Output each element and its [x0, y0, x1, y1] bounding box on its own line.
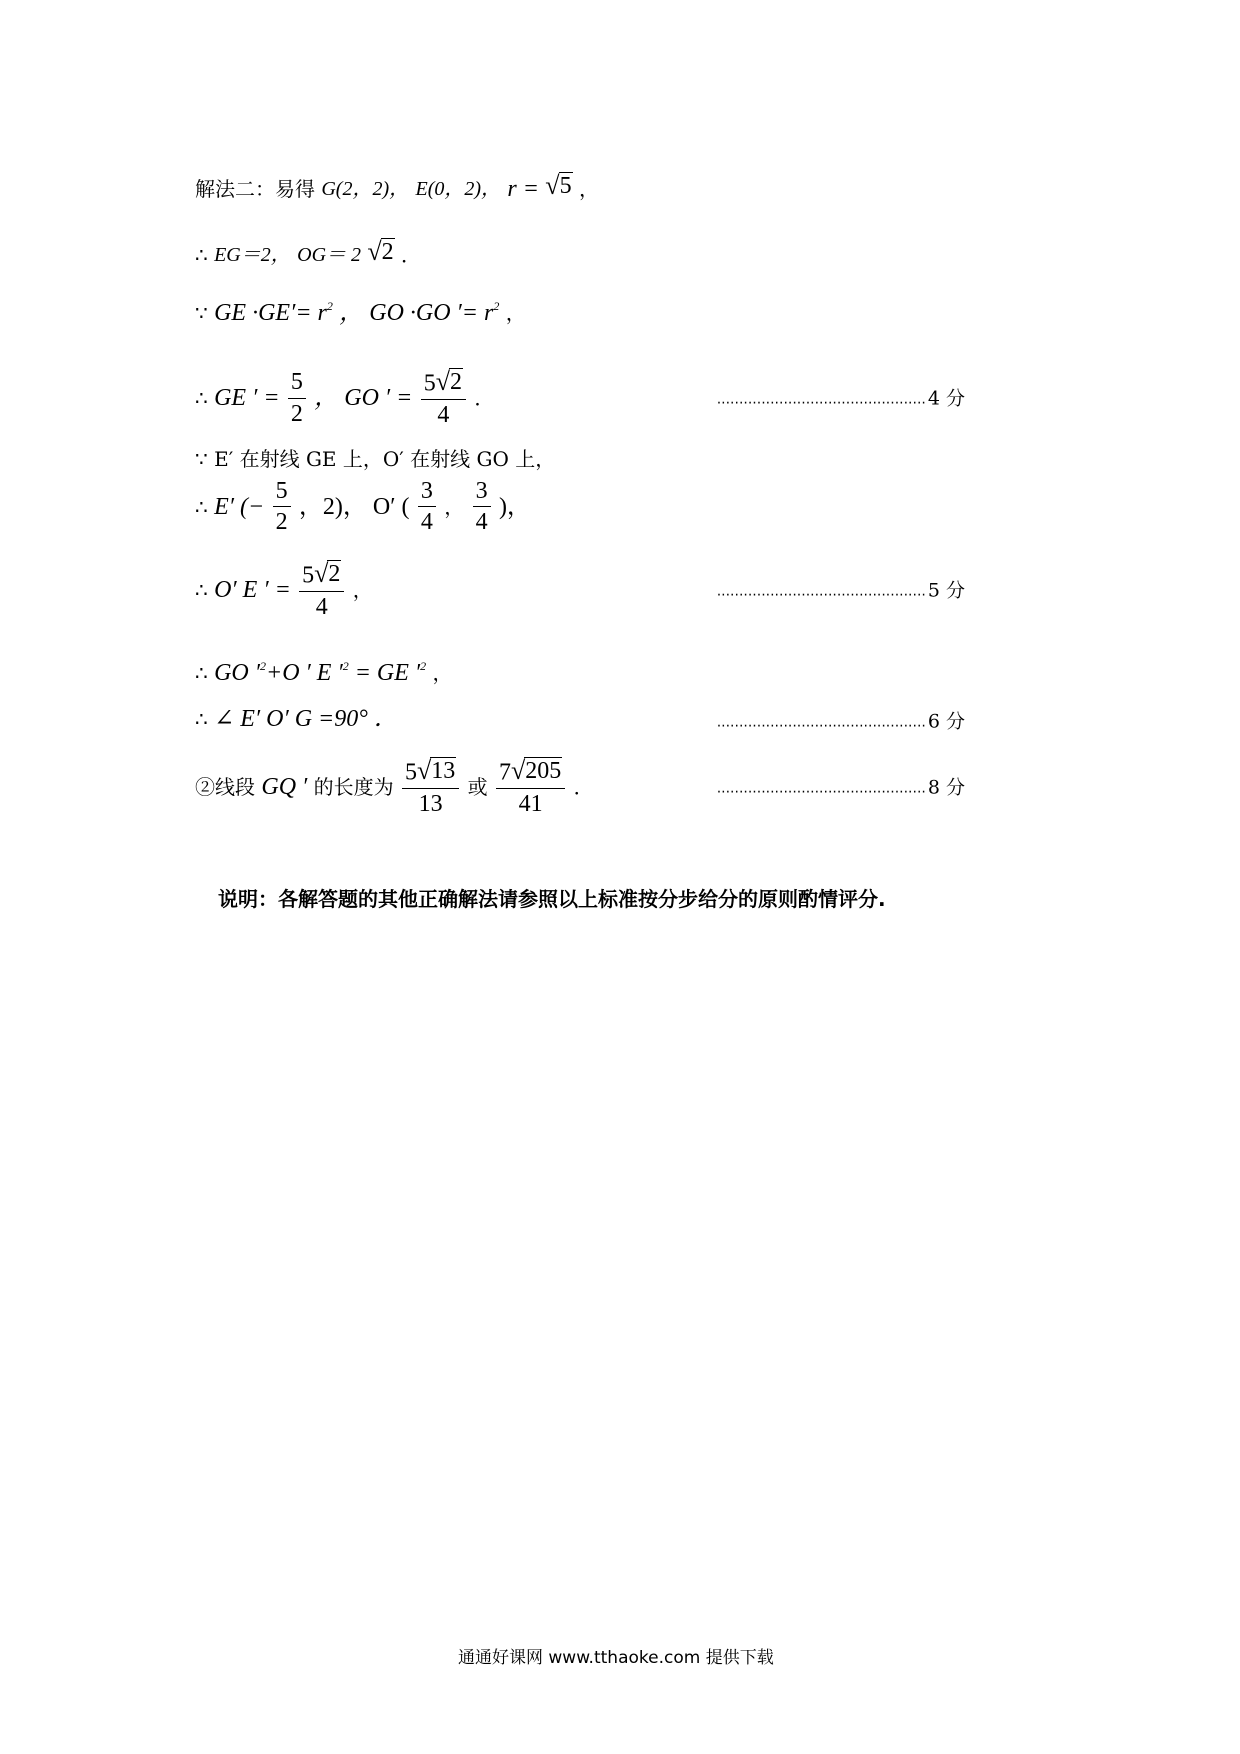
fraction-5root13-over-13: 5 √ 13 13	[402, 757, 459, 817]
ray-statement: E′ 在射线 GE 上，O′ 在射线 GO 上，	[214, 446, 556, 471]
r-equation: r =	[507, 175, 539, 202]
power-of-point-2: ， GO ·GO ′= $r^2$	[339, 299, 500, 326]
solution-line-10: ②线段 GQ ′ 的长度为 5 √ 13 13 或 7 √ 205 41 ． ............................................... 8 分	[195, 756, 965, 817]
score-6: ............................................... 6 分	[716, 710, 965, 733]
fraction-5-over-2: $\frac{5}{2}$	[273, 478, 291, 536]
solution-line-7: ∴ O′ E ′ = 5 √ 2 4 ， ............................................... 5 分	[195, 559, 965, 620]
g-point: G(2，2)，	[321, 177, 410, 200]
fraction-3-over-4: $\frac{3}{4}$	[418, 478, 436, 536]
solution-line-1: 解法二：易得 G(2，2)， E(0，2)， r = √ 5 ，	[195, 171, 599, 202]
solution-line-6: ∴ E′ (− $\frac{5}{2}$ ，2)， O′ ( $\frac{3}{4}$ ， $\frac{3}{4}$ )，	[195, 478, 531, 536]
footer-source: 通通好课网 www.tthaoke.com 提供下载	[458, 1648, 774, 1668]
grading-note: 说明：各解答题的其他正确解法请参照以上标准按分步给分的原则酌情评分.	[218, 887, 886, 911]
sqrt-5: √ 5	[545, 171, 572, 201]
fraction-3-over-4: $\frac{3}{4}$	[473, 478, 491, 536]
fraction-5-over-2: $\frac{5}{2}$	[288, 369, 306, 427]
e-point: E(0，2)，	[415, 177, 502, 200]
fraction-7root205-over-41: 7 √ 205 41	[496, 757, 565, 817]
solution-line-4: ∴ GE ′ = $\frac{5}{2}$ ， GO ′ = 5 √ 2 4 ． ............................................... 4 分	[195, 367, 965, 428]
solution-line-3: ∵ GE $\cdot GE'= r^2$ ， GO ·GO ′= $r^2$ ，	[195, 299, 526, 326]
solution-line-8: ∴ GO $'^2+O$ ′ E $'^2$ = GE $'^2$ ，	[195, 659, 453, 686]
fraction-5root2-over-4: 5 √ 2 4	[299, 560, 344, 620]
og-value: OG＝ 2	[297, 243, 362, 266]
sqrt-2: √ 2	[367, 237, 394, 267]
angle-result: ∠ E′ O′ G =90° ．	[214, 706, 398, 732]
solution-line-9: ∴ ∠ E′ O′ G =90° ． ............................................... 6 分	[195, 706, 965, 733]
power-of-point-1: GE $\cdot GE'= r^2$	[214, 299, 333, 326]
score-5: ............................................... 5 分	[716, 579, 965, 602]
score-4: ............................................... 4 分	[716, 387, 965, 410]
eg-value: EG＝2，	[214, 243, 291, 266]
score-8: ............................................... 8 分	[716, 776, 965, 799]
fraction-5root2-over-4: 5 √ 2 4	[421, 368, 466, 428]
pythagorean-relation: GO $'^2+O$ ′ E $'^2$ = GE $'^2$	[214, 659, 427, 686]
solution-header: 解法二：易得	[195, 176, 315, 201]
solution-line-2: ∴ EG＝2， OG＝ 2 √ 2 ．	[195, 237, 422, 267]
solution-line-5: ∵ E′ 在射线 GE 上，O′ 在射线 GO 上，	[195, 446, 556, 471]
